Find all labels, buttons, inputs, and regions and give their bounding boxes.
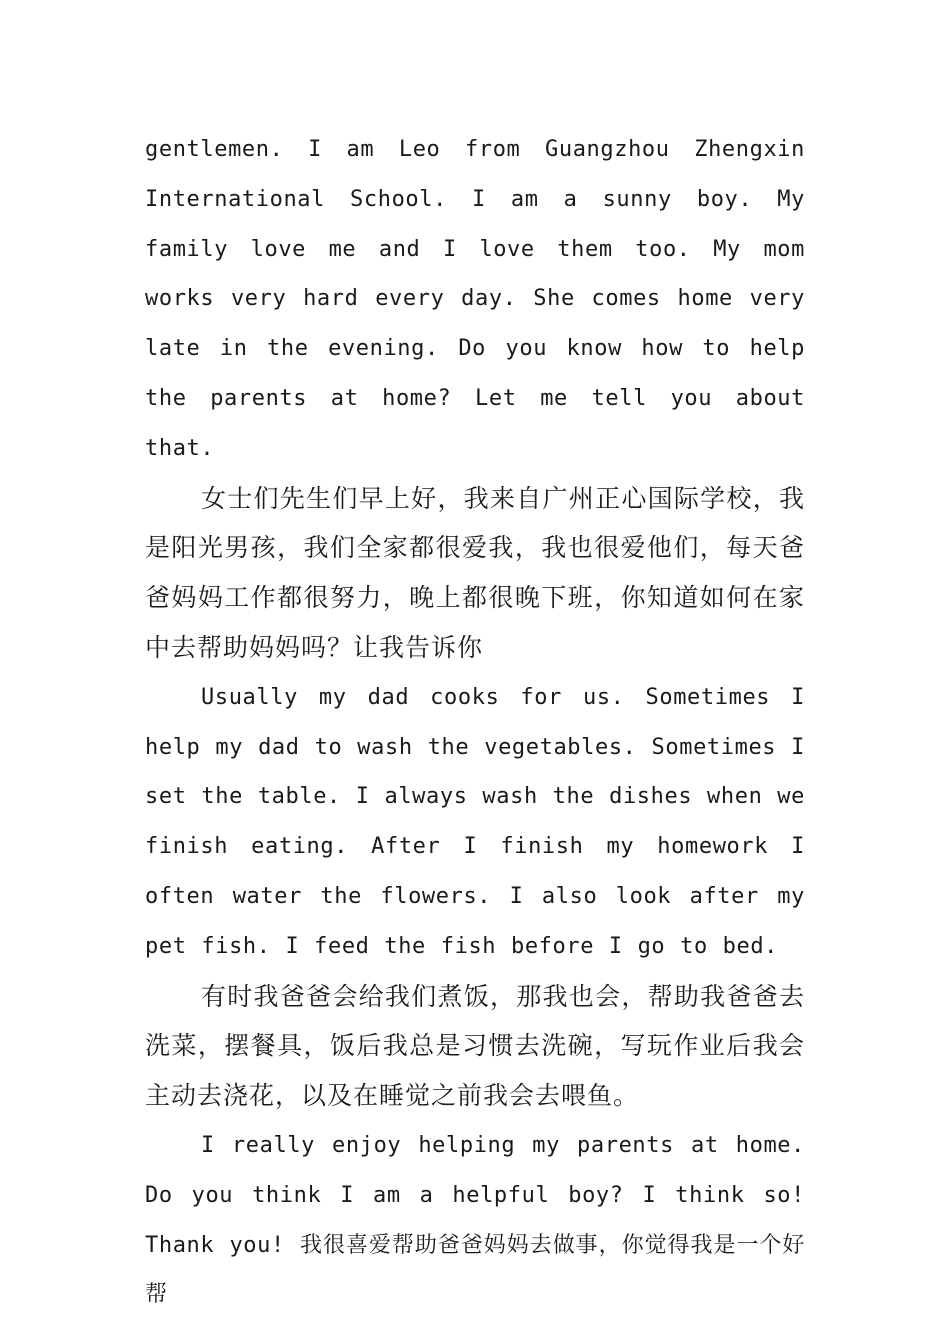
paragraph-intro-chinese: 女士们先生们早上好，我来自广州正心国际学校，我是阳光男孩，我们全家都很爱我，我也很爱他们，每天爸爸妈妈工作都很努力，晚上都很晚下班，你知道如何在家中去帮助妈妈吗？让我告诉你 [145, 483, 805, 662]
paragraph-chores-english: Usually my dad cooks for us. Sometimes I help my dad to wash the vegetables. Sometimes I set the table. I always wash the dishes when we finish eating. After I finish my homework I often water the flowers. I also look after my pet fish. I feed the fish before I go to bed. [145, 684, 805, 959]
document-body [145, 125, 805, 1320]
paragraph-closing-mixed: I really enjoy helping my parents at home. Do you think I am a helpful boy? I think so! Thank you! 我很喜爱帮助爸爸妈妈去做事，你觉得我是一个好帮 [145, 1132, 805, 1308]
paragraph-intro-english: gentlemen. I am Leo from Guangzhou Zhengxin International School. I am a sunny boy. My family love me and I love them too. My mom works very hard every day. She comes home very late in the evening. Do you know how to help the parents at home? Let me tell you about that. [145, 137, 805, 461]
paragraph-chores-chinese: 有时我爸爸会给我们煮饭，那我也会，帮助我爸爸去洗菜，摆餐具，饭后我总是习惯去洗碗，写玩作业后我会主动去浇花，以及在睡觉之前我会去喂鱼。 [145, 981, 805, 1111]
